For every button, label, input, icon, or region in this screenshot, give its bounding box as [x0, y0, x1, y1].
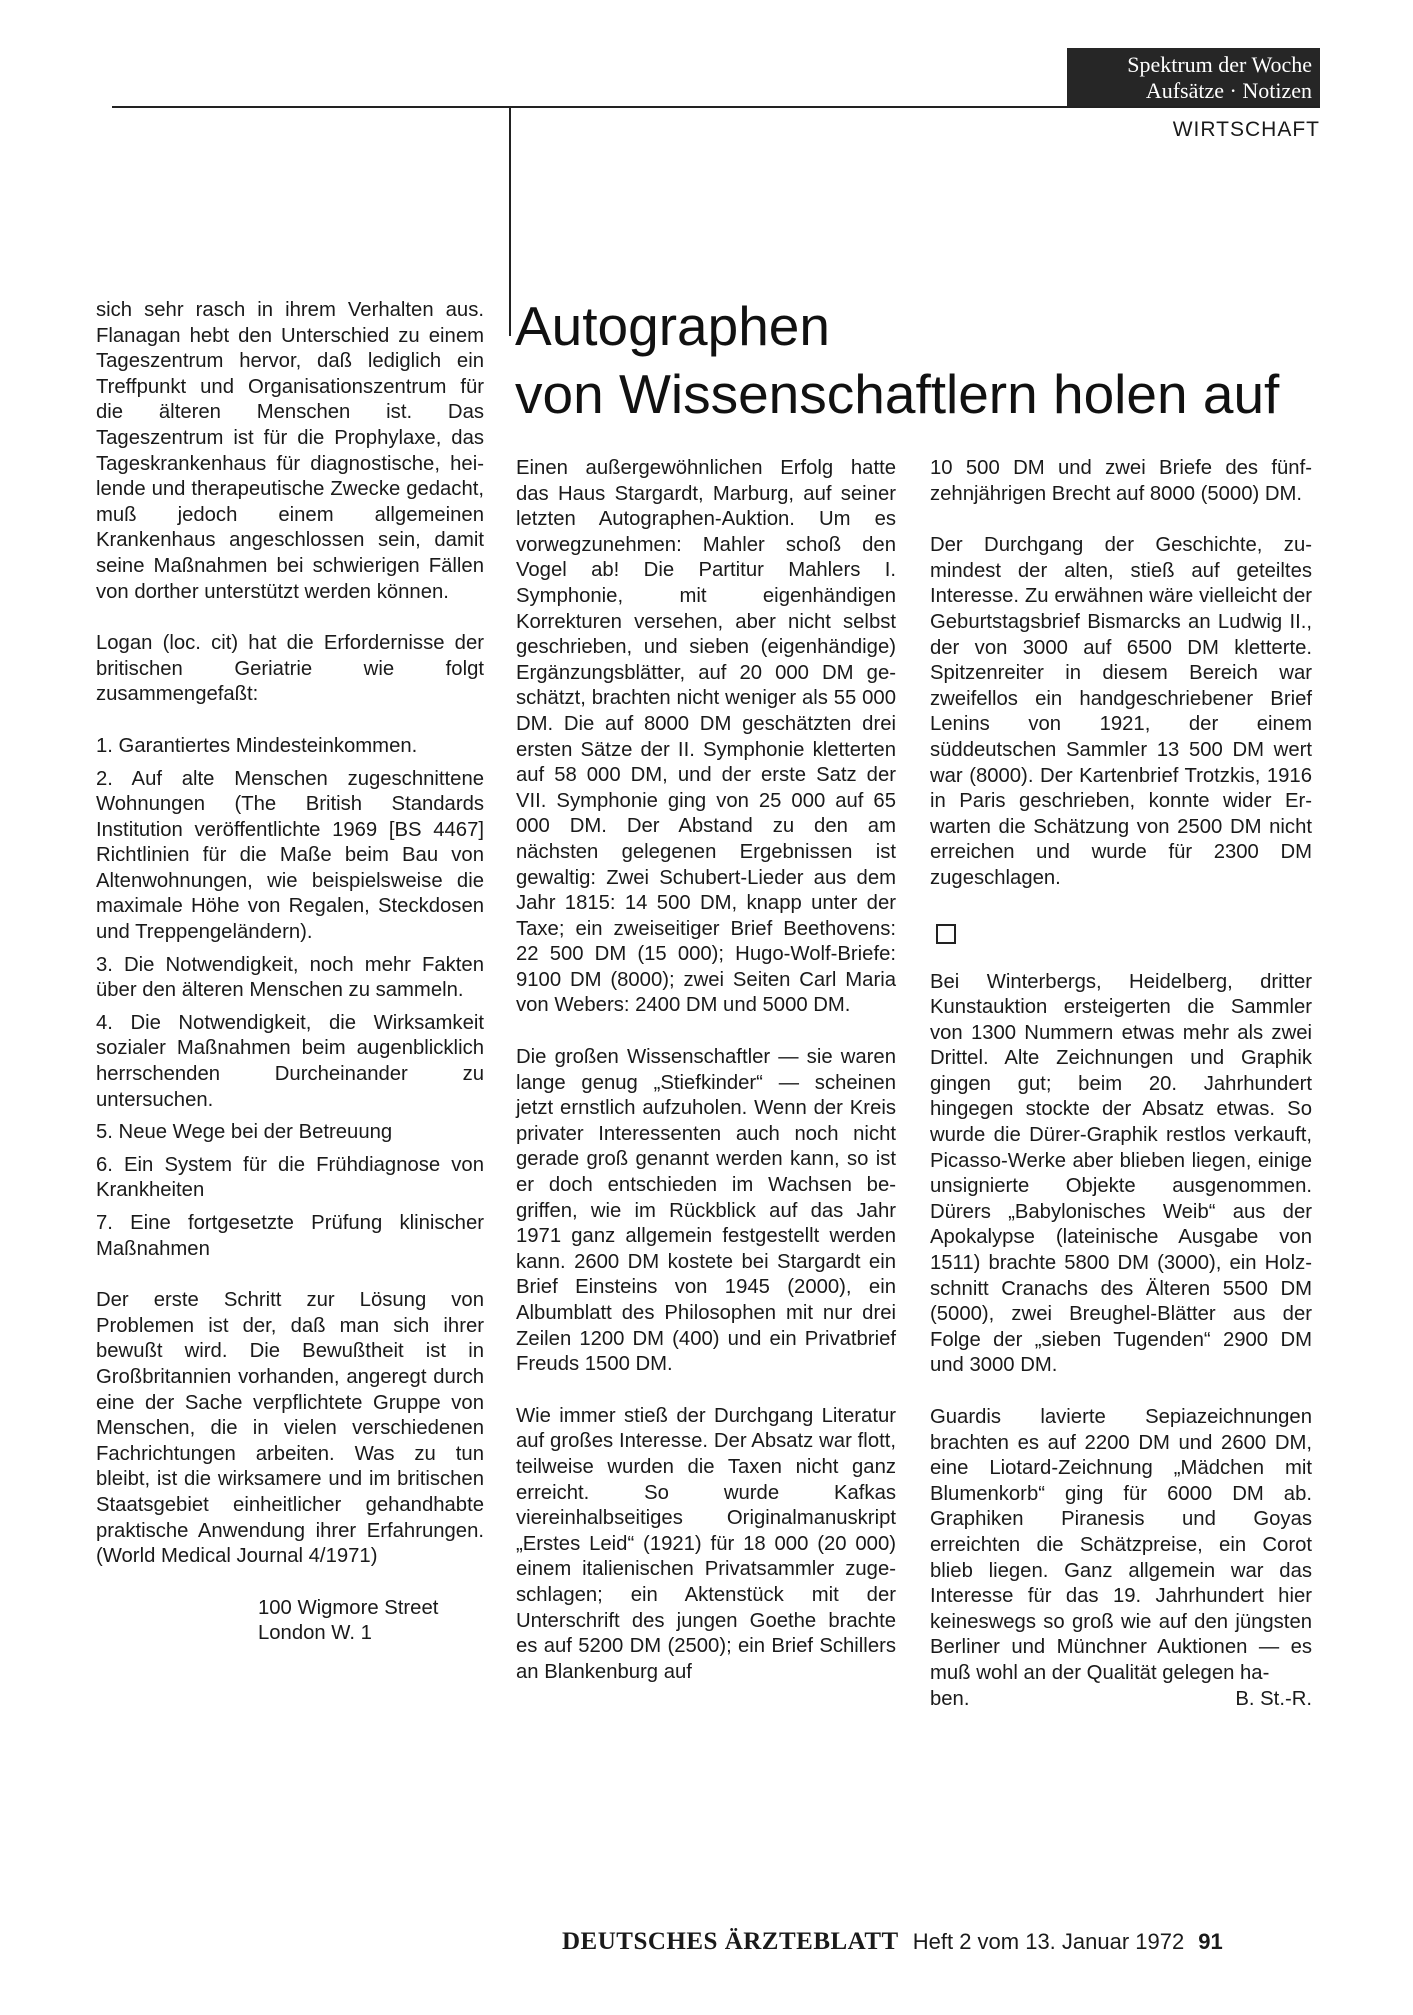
paragraph: Guardis lavierte Sepiazeichnungen brachten es auf 2200 DM und 2600 DM, eine Liotard-Zeichnung „Mädchen mit Blumenkorb“ ging für 6000 DM ab. Graphiken Piranesis und Goyas erreichten die Schätzpreise, ein Corot blieb liegen. Ganz allgemein war das Interesse für das 19. Jahrhundert hier keineswegs so groß wie auf den jüngsten Berliner und Münchner Auktionen — es muß wohl an der Qualität gelegen ha-: [930, 1406, 1312, 1684]
paragraph: Wie immer stieß der Durchgang Literatur auf großes Interesse. Der Absatz war flott, teilweise wurden die Taxen nicht ganz erreicht. So wurde Kafkas viereinhalbseitiges Originalmanuskript „Erstes Leid“ (1921) für 18 000 (20 000) einem italienischen Privatsammler zugeschlagen; ein Aktenstück mit der Unterschrift des jungen Goethe brachte es auf 5200 DM (2500); ein Brief Schillers an Blankenburg auf: [516, 1404, 896, 1683]
paragraph: Der Durchgang der Geschichte, zumindest der alten, stieß auf geteiltes Interesse. Zu erwähnen wäre vielleicht der Geburtstagsbrief Bismarcks an Ludwig II., der von 3000 auf 6500 DM kletterte. Spitzenreiter in diesem Bereich war zweifellos ein handgeschriebener Brief Lenins von 1921, der einem süddeutschen Sammler 13 500 DM wert war (8000). Der Kartenbrief Trotzkis, 1916 in Paris geschrieben, konnte wider Erwarten die Schätzung von 2500 DM nicht erreichen und wurde für 2300 DM zugeschlagen.: [930, 534, 1312, 889]
list-item: 3. Die Notwendigkeit, noch mehr Fakten über den älteren Menschen zu sammeln.: [96, 953, 484, 1002]
badge-line-1: Spektrum der Woche: [1127, 52, 1312, 77]
paragraph: Einen außergewöhnlichen Erfolg hatte das Haus Stargardt, Marburg, auf seiner letzten Autographen-Auktion. Um es vorwegzunehmen: Mahler schoß den Vogel ab! Die Partitur Mahlers I. Symphonie, mit eigenhändigen Korrekturen versehen, aber nicht selbst geschrieben, und sieben (eigenhändige) Ergänzungsblätter, auf 20 000 DM geschätzt, brachten nicht weniger als 55 000 DM. Die auf 8000 DM geschätzten drei ersten Sätze der II. Symphonie kletterten auf 58 000 DM, und der erste Satz der VII. Symphonie ging von 25 000 auf 65 000 DM. Der Abstand zu den am nächsten gelegenen Ergebnissen ist gewaltig: Zwei Schubert-Lieder aus dem Jahr 1815: 14 500 DM, knapp unter der Taxe; ein zweiseitiger Brief Beethovens: 22 500 DM (15 000); Hugo-Wolf-Briefe: 9100 DM (8000); zwei Seiten Carl Maria von Webers: 2400 DM und 5000 DM.: [516, 457, 896, 1017]
title-line-2: von Wissenschaftlern holen auf: [515, 363, 1280, 425]
closing-line: [930, 1687, 1312, 1713]
list-item: 7. Eine fortgesetzte Prüfung klinischer Maßnahmen: [96, 1212, 484, 1260]
paragraph: Bei Winterbergs, Heidelberg, dritter Kunstauktion ersteigerten die Sammler von 1300 Nummern etwas mehr als zwei Drittel. Alte Zeichnungen und Graphik gingen gut; beim 20. Jahrhundert hingegen stockte der Absatz etwas. So wurde die Dürer-Graphik restlos verkauft, Picasso-Werke aber blieben liegen, einige unsignierte Objekte ausgenommen. Dürers „Babylonisches Weib“ aus der Apokalypse (lateinische Ausgabe von 1511) brachte 5800 DM (3000), ein Holzschnitt Cranachs des Älteren 5500 DM (5000), zwei Breughel-Blätter aus der Folge der „sieben Tugenden“ 2900 DM und 3000 DM.: [930, 970, 1312, 1377]
paragraph: Der erste Schritt zur Lösung von Problemen ist der, daß man sich ihrer bewußt wird. Die Bewußtheit ist in Großbritannien vorhanden, angeregt durch eine der Sache verpflichtete Gruppe von Menschen, die in vielen verschiedenen Fachrichtungen arbeiten. Was zu tun bleibt, ist die wirksamere und im britischen Staatsgebiet einheitlicher gehandhabte praktische Anwendung ihrer Erfahrungen. (World Medical Journal 4/1971): [96, 1289, 484, 1568]
badge-line-2: Aufsätze · Notizen: [1145, 78, 1312, 103]
page-number: 91: [1198, 1929, 1223, 1954]
address-street: 100 Wigmore Street: [258, 1596, 439, 1619]
column-left: [96, 298, 484, 1647]
section-label: WIRTSCHAFT: [1172, 118, 1320, 141]
column-middle: [516, 456, 896, 1685]
column-divider: [509, 106, 511, 336]
section-end-square-icon: [936, 924, 956, 944]
paragraph: sich sehr rasch in ihrem Verhalten aus. Flanagan hebt den Unterschied zu einem Tageszentrum hervor, daß lediglich ein Treffpunkt und Organisationszentrum für die älteren Menschen ist. Das Tageszentrum ist für die Prophylaxe, das Tageskrankenhaus für diagnostische, heilende und therapeutische Zwecke gedacht, muß jedoch einem allgemeinen Krankenhaus angeschlossen sein, damit seine Maßnahmen bei schwierigen Fällen von dorther unterstützt werden können.: [96, 299, 484, 603]
section-badge: [1067, 48, 1320, 108]
paragraph: Logan (loc. cit) hat die Erfordernisse der britischen Geriatrie wie folgt zusammengefaßt:: [96, 632, 484, 706]
address-city: London W. 1: [258, 1622, 372, 1645]
paragraph: Die großen Wissenschaftler — sie waren lange genug „Stiefkinder“ — scheinen jetzt ernstlich aufzuholen. Wenn der Kreis privater Interessenten auch noch nicht gerade groß genannt werden kann, so ist er doch entschieden im Wachsen begriffen, wie im Rückblick auf das Jahr 1971 ganz allgemein festgestellt werden kann. 2600 DM kostete bei Stargardt ein Brief Einsteins von 1945 (2000), ein Albumblatt des Philosophen mit nur drei Zeilen 1200 DM (400) und ein Privatbrief Freuds 1500 DM.: [516, 1046, 896, 1376]
paragraph: 10 500 DM und zwei Briefe des fünfzehnjährigen Brecht auf 8000 (5000) DM.: [930, 457, 1312, 505]
list-item: 4. Die Notwendigkeit, die Wirksamkeit sozialer Maßnahmen beim augenblicklich herrschenden Durcheinander zu untersuchen.: [96, 1011, 484, 1111]
page-footer: [562, 1928, 1302, 1956]
list-item: 6. Ein System für die Frühdiagnose von Krankheiten: [96, 1153, 484, 1202]
author-signature: B. St.-R.: [1235, 1687, 1312, 1710]
column-right: [930, 456, 1312, 1712]
list-item: 5. Neue Wege bei der Betreuung: [96, 1121, 393, 1144]
header-rule: [112, 106, 1320, 108]
list-item: 2. Auf alte Menschen zugeschnittene Wohnungen (The British Standards Institution veröffentlichte 1969 [BS 4467] Richtlinien für die Maße beim Bau von Altenwohnungen, wie beispielsweise die maximale Höhe von Regalen, Steckdosen und Treppengeländern).: [96, 767, 484, 944]
title-line-1: Autographen: [515, 295, 830, 357]
list-item: 1. Garantiertes Mindesteinkommen.: [96, 734, 418, 757]
issue-info: Heft 2 vom 13. Januar 1972: [912, 1929, 1185, 1954]
closing-word: ben.: [930, 1687, 970, 1710]
article-title: [515, 292, 1335, 428]
publication-name: DEUTSCHES ÄRZTEBLATT: [562, 1928, 899, 1955]
